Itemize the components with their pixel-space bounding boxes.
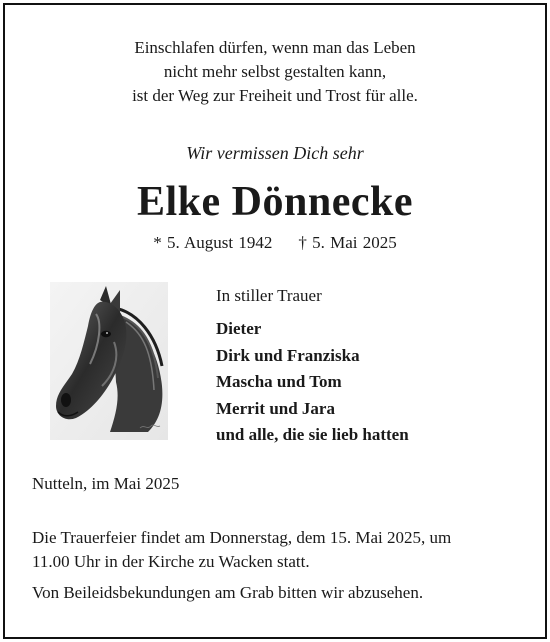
mourners-list <box>216 316 409 449</box>
poem-line: nicht mehr selbst gestalten kann, <box>163 62 387 81</box>
poem-line: ist der Weg zur Freiheit und Trost für alle. <box>132 86 418 105</box>
funeral-info <box>32 526 532 574</box>
birth-date: * 5. August 1942 <box>153 233 273 252</box>
condolence-note: Von Beileidsbekundungen am Grab bitten wir abzusehen. <box>32 583 424 602</box>
funeral-line: Die Trauerfeier findet am Donnerstag, dem 15. Mai 2025, um <box>32 528 452 547</box>
poem-line: Einschlafen dürfen, wenn man das Leben <box>134 38 416 57</box>
death-date: † 5. Mai 2025 <box>298 233 397 252</box>
mourner-name: Dieter <box>216 319 262 338</box>
funeral-line: 11.00 Uhr in der Kirche zu Wacken statt. <box>32 552 310 571</box>
mourner-name: Merrit und Jara <box>216 398 335 418</box>
mourner-name: Mascha und Tom <box>216 372 342 391</box>
place-date: Nutteln, im Mai 2025 <box>32 474 180 493</box>
poem <box>0 36 550 108</box>
mourner-name: und alle, die sie lieb hatten <box>216 425 409 444</box>
deceased-name: Elke Dönnecke <box>136 179 413 225</box>
life-dates <box>0 233 550 253</box>
mourner-name: Dirk und Franziska <box>216 345 360 365</box>
mourning-label: In stiller Trauer <box>216 286 322 305</box>
subtitle: Wir vermissen Dich sehr <box>186 143 364 163</box>
horse-head-drawing-icon <box>50 282 168 440</box>
